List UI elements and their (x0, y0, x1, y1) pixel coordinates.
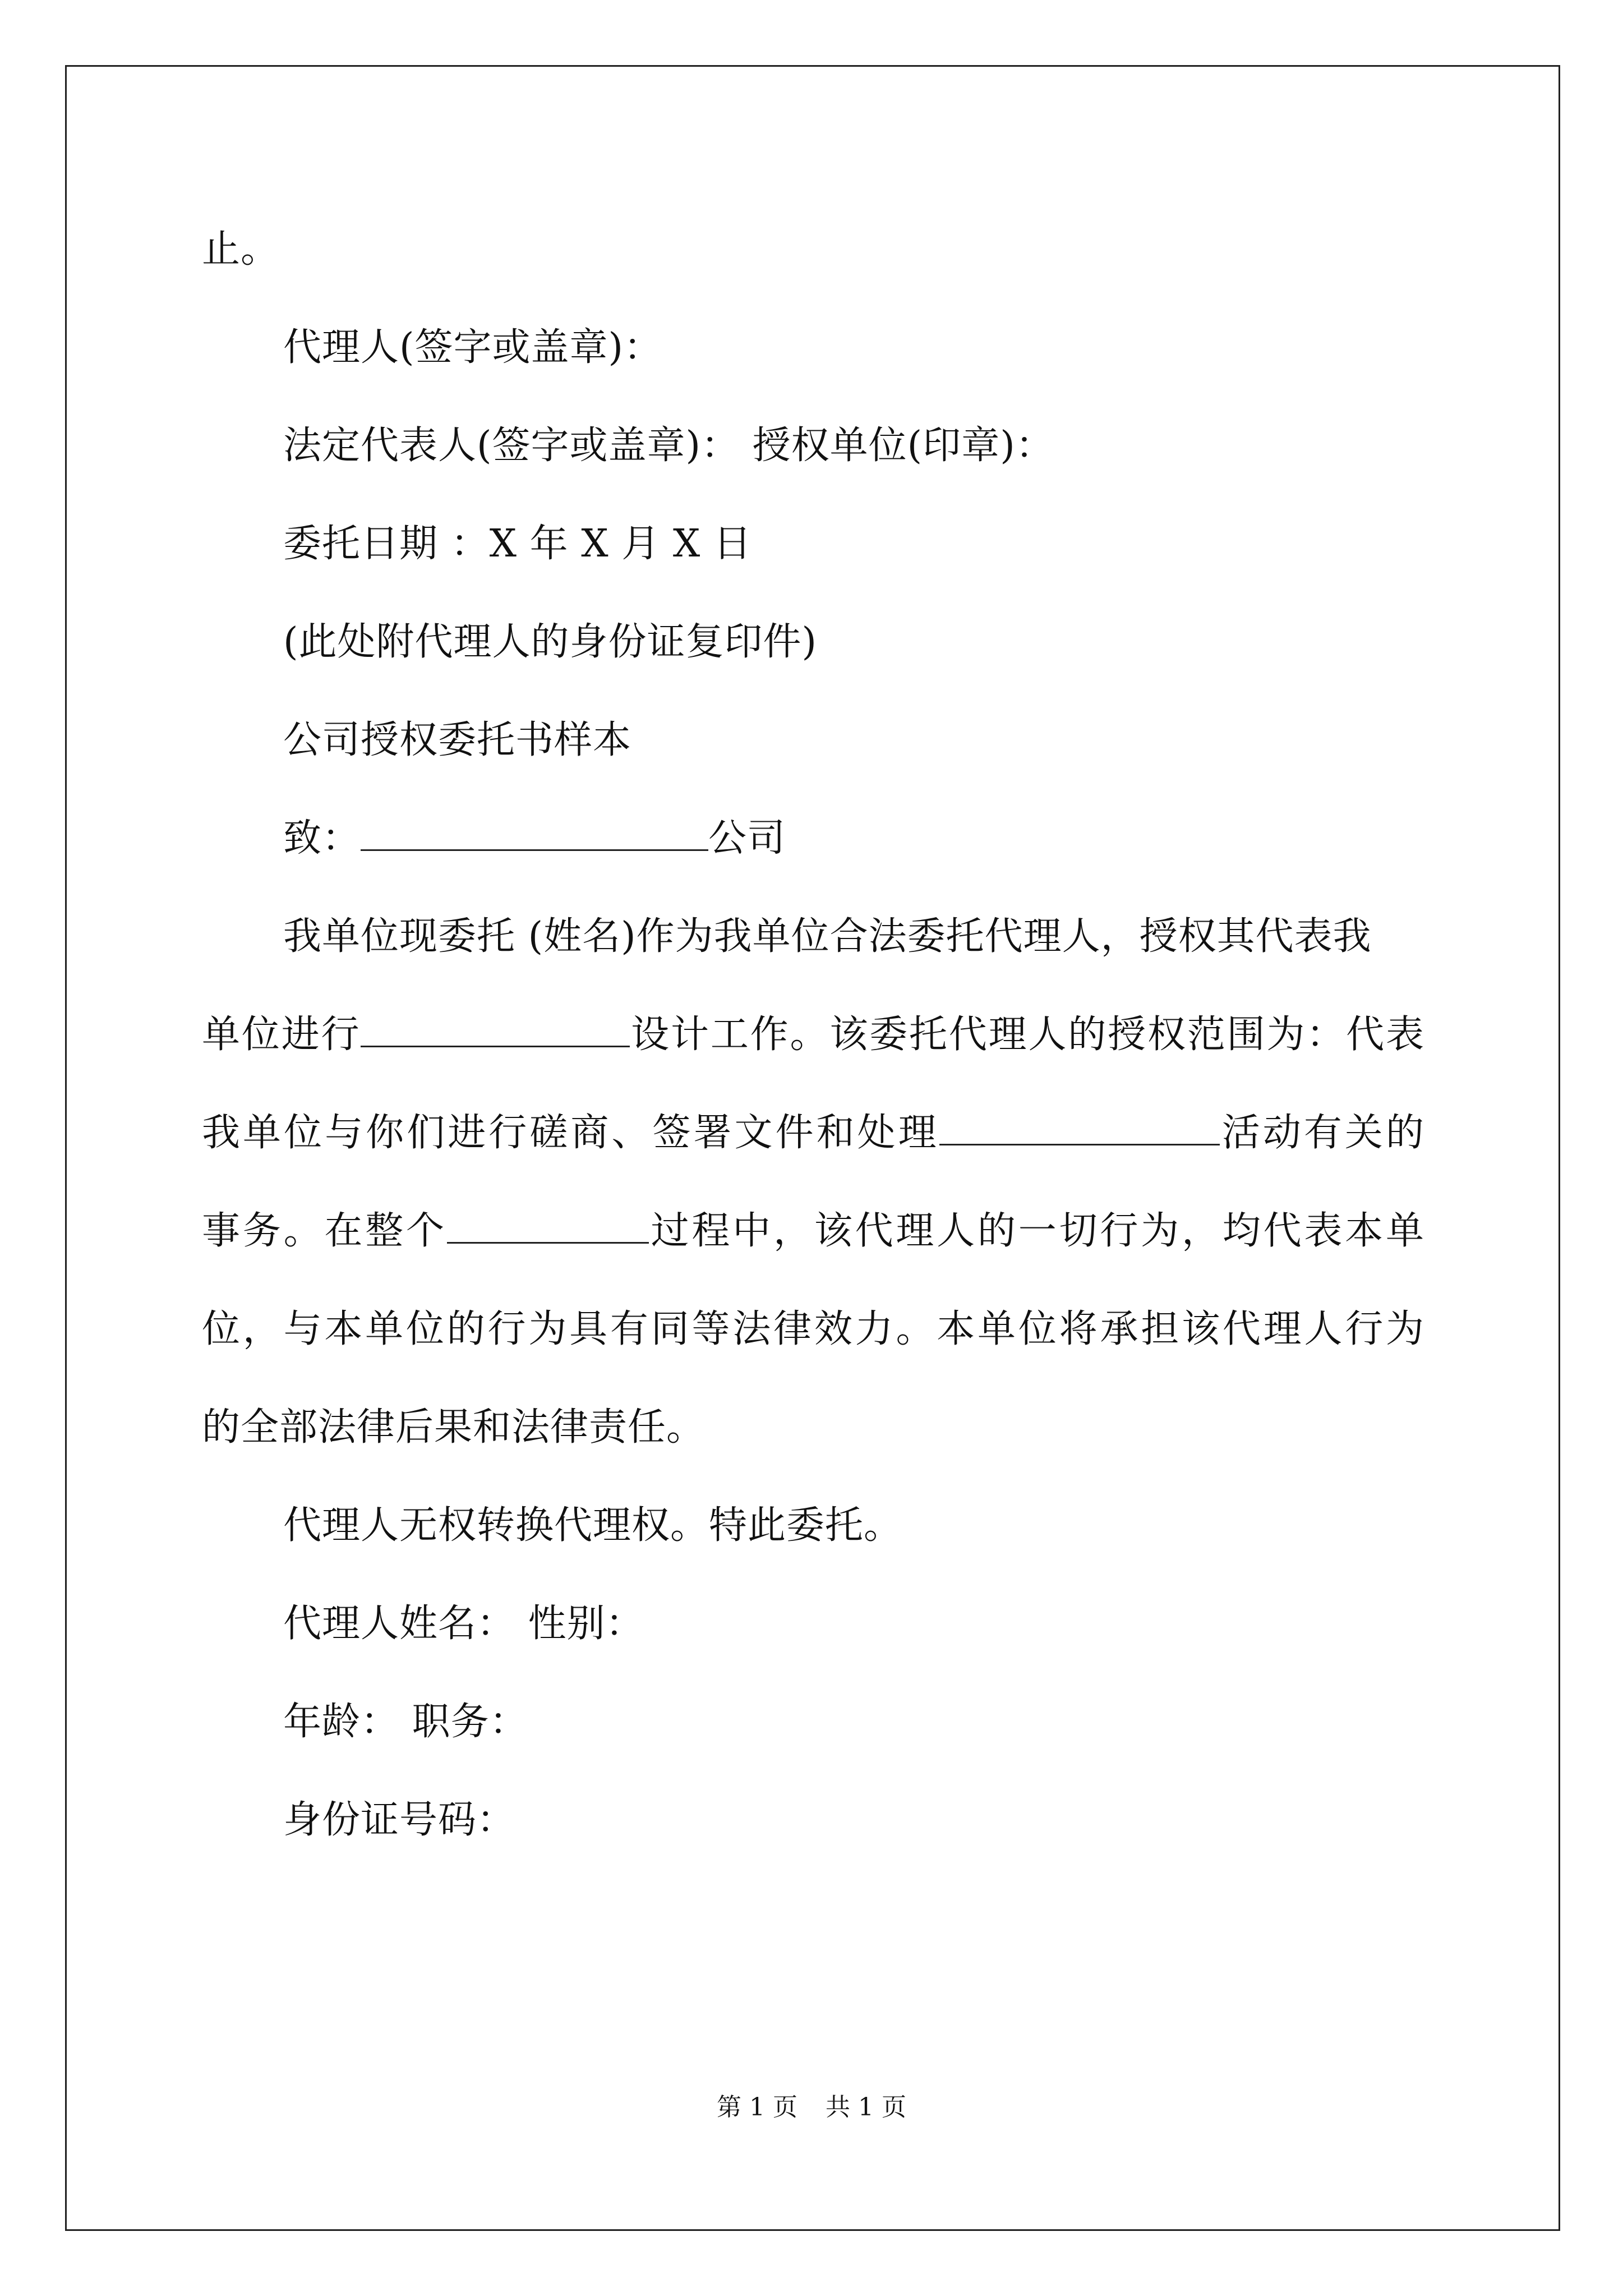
text-line-legal-rep-signature: 法定代表人(签字或盖章)： 授权单位(印章)： (283, 424, 1054, 468)
paragraph-line-1: 我单位现委托 (姓名)作为我单位合法委托代理人，授权其代表我 (283, 914, 1372, 959)
text-line-age-position: 年龄： 职务： (283, 1700, 528, 1744)
text-line-no-transfer: 代理人无权转换代理权。特此委托。 (283, 1503, 903, 1548)
blank-process (447, 1211, 649, 1244)
text-line-agent-signature: 代理人(签字或盖章)： (283, 325, 663, 370)
blank-company-name (361, 818, 708, 851)
paragraph-line-3b: 活动有关的 (1219, 1111, 1424, 1155)
page-number-current: 第 1 页 (717, 2093, 797, 2122)
paragraph-line-4a: 事务。在整个 (202, 1209, 447, 1253)
page-footer (0, 2087, 1623, 2123)
text-line-id-number: 身份证号码： (283, 1798, 516, 1842)
recipient-suffix: 公司 (708, 816, 786, 861)
paragraph-line-3a: 我单位与你们进行磋商、签署文件和处理 (202, 1111, 939, 1155)
blank-design-project (361, 1014, 630, 1047)
paragraph-line-6: 的全部法律后果和法律责任。 (202, 1405, 706, 1450)
blank-activity (939, 1112, 1220, 1145)
paragraph-line-4 (202, 1206, 1424, 1257)
text-line-entrust-date: 委托日期 ：X 年 X 月 X 日 (283, 522, 752, 566)
paragraph-line-2b: 设计工作。该委托代理人的授权范围为：代表 (630, 1013, 1424, 1057)
text-line-agent-name-gender: 代理人姓名： 性别： (283, 1602, 644, 1646)
paragraph-line-5: 位，与本单位的行为具有同等法律效力。本单位将承担该代理人行为 (202, 1307, 1424, 1351)
recipient-prefix: 致： (283, 816, 361, 861)
paragraph-line-3 (202, 1108, 1424, 1158)
text-line-ending: 止。 (202, 227, 280, 272)
section-title: 公司授权委托书样本 (283, 718, 632, 762)
paragraph-line-2a: 单位进行 (202, 1013, 361, 1057)
page-number-total: 共 1 页 (826, 2093, 906, 2122)
text-line-recipient (283, 813, 786, 864)
paragraph-line-2 (202, 1010, 1424, 1060)
paragraph-line-4b: 过程中，该代理人的一切行为，均代表本单 (648, 1209, 1424, 1253)
text-line-id-copy-note: (此处附代理人的身份证复印件) (283, 620, 818, 664)
